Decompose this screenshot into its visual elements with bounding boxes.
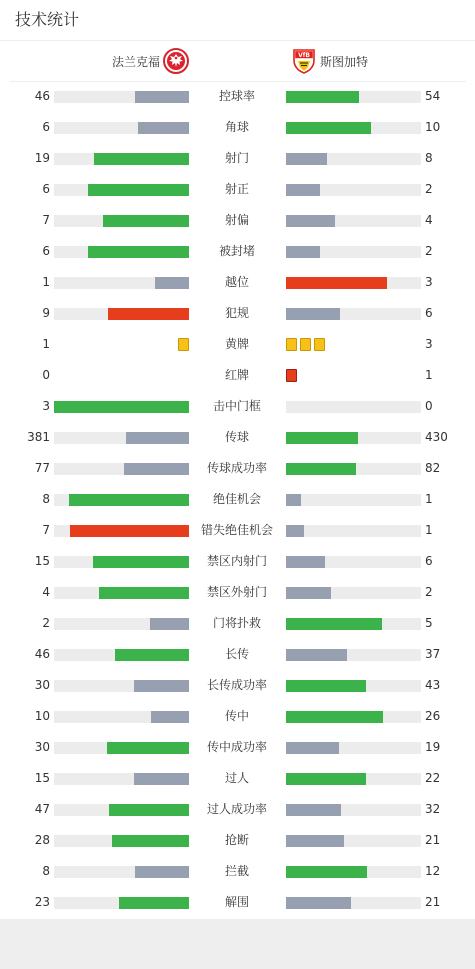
home-bar-track [54,122,189,134]
home-bar-track [54,649,189,661]
red-card-icon [286,369,297,382]
home-bar-track [54,494,189,506]
home-value: 6 [42,182,50,196]
stat-row [0,360,475,391]
home-bar-fill [88,184,189,196]
team-header [0,41,475,81]
away-value: 2 [425,244,433,258]
away-value: 21 [425,895,441,909]
yellow-card-icon [314,338,325,351]
away-value: 37 [425,647,441,661]
away-value: 2 [425,182,433,196]
stat-row [0,670,475,701]
stat-row [0,825,475,856]
yellow-card-icon [286,338,297,351]
home-team-name: 法兰克福 [111,54,160,69]
away-bar-fill [286,91,359,103]
home-value: 19 [34,151,50,165]
stat-label: 射偏 [224,213,249,227]
away-value: 2 [425,585,433,599]
stat-row [0,577,475,608]
stat-row [0,515,475,546]
away-bar-fill [286,556,325,568]
stat-label: 绝佳机会 [212,492,261,506]
stat-label: 角球 [224,120,249,134]
home-bar-fill [135,91,189,103]
away-bar-track [286,649,421,661]
home-bar-fill [103,215,189,227]
away-team[interactable] [291,41,368,81]
away-value: 12 [425,864,441,878]
home-bar-fill [88,246,189,258]
away-bar-fill [286,897,351,909]
home-bar-track [54,91,189,103]
home-value: 6 [42,120,50,134]
away-bar-track [286,401,421,413]
away-value: 19 [425,740,441,754]
home-value: 23 [34,895,50,909]
stat-row [0,391,475,422]
home-bar-track [54,184,189,196]
home-bar-track [54,308,189,320]
crest-text: VfB [298,52,310,59]
away-cards [286,369,297,382]
away-value: 8 [425,151,433,165]
stat-row [0,422,475,453]
stat-label: 传球 [224,430,249,444]
stat-label: 击中门框 [212,399,261,413]
home-bar-track [54,711,189,723]
home-bar-fill [70,525,189,537]
home-bar-track [54,556,189,568]
away-bar-track [286,835,421,847]
home-bar-track [54,215,189,227]
away-bar-track [286,246,421,258]
home-bar-fill [115,649,189,661]
stat-label: 红牌 [224,368,249,382]
home-value: 46 [34,647,50,661]
stat-label: 越位 [224,275,249,289]
home-value: 28 [34,833,50,847]
stat-row [0,298,475,329]
home-bar-track [54,153,189,165]
page-title: 技术统计 [15,10,80,29]
home-bar-track [54,401,189,413]
away-bar-fill [286,153,327,165]
home-value: 15 [34,554,50,568]
stat-row [0,887,475,918]
home-value: 7 [42,523,50,537]
home-value: 8 [42,492,50,506]
home-bar-track [54,773,189,785]
home-bar-fill [151,711,189,723]
away-bar-track [286,308,421,320]
away-value: 430 [425,430,448,444]
stat-label: 传中成功率 [206,740,267,754]
away-bar-track [286,215,421,227]
home-value: 4 [42,585,50,599]
stat-row [0,174,475,205]
home-bar-fill [94,153,189,165]
home-value: 381 [27,430,50,444]
home-value: 3 [42,399,50,413]
away-bar-fill [286,432,358,444]
away-bar-track [286,618,421,630]
away-bar-track [286,556,421,568]
home-bar-track [54,618,189,630]
away-bar-track [286,184,421,196]
home-bar-track [54,835,189,847]
stat-label: 犯规 [224,306,249,320]
home-bar-fill [134,773,189,785]
home-bar-fill [93,556,189,568]
away-value: 0 [425,399,433,413]
home-bar-track [54,897,189,909]
away-bar-fill [286,773,366,785]
away-bar-fill [286,525,304,537]
home-cards [178,338,189,351]
stat-label: 抢断 [224,833,249,847]
away-value: 1 [425,523,433,537]
away-bar-track [286,897,421,909]
yellow-card-icon [300,338,311,351]
away-bar-track [286,153,421,165]
away-value: 5 [425,616,433,630]
home-bar-fill [134,680,189,692]
away-value: 1 [425,492,433,506]
stat-row [0,608,475,639]
stat-row [0,639,475,670]
stat-label: 解围 [224,895,249,909]
away-value: 82 [425,461,441,475]
away-value: 10 [425,120,441,134]
away-bar-fill [286,277,387,289]
stat-row [0,701,475,732]
away-value: 6 [425,554,433,568]
home-bar-fill [119,897,189,909]
away-bar-fill [286,122,371,134]
home-bar-track [54,742,189,754]
stat-label: 传球成功率 [206,461,267,475]
away-value: 43 [425,678,441,692]
home-bar-track [54,587,189,599]
away-bar-track [286,773,421,785]
home-value: 2 [42,616,50,630]
home-bar-fill [124,463,189,475]
away-bar-fill [286,246,320,258]
stat-row [0,112,475,143]
stat-row [0,329,475,360]
home-bar-track [54,277,189,289]
stat-label: 过人成功率 [206,802,267,816]
away-bar-fill [286,184,320,196]
stat-label: 黄牌 [224,337,249,351]
home-value: 47 [34,802,50,816]
away-bar-fill [286,618,382,630]
away-bar-track [286,587,421,599]
away-bar-fill [286,215,335,227]
stat-row [0,267,475,298]
stat-label: 传中 [224,709,249,723]
home-bar-track [54,866,189,878]
away-value: 22 [425,771,441,785]
stat-label: 控球率 [218,89,255,103]
home-value: 30 [34,740,50,754]
home-bar-track [54,804,189,816]
stat-label: 被封堵 [218,244,255,258]
away-bar-track [286,277,421,289]
away-bar-fill [286,494,301,506]
home-value: 10 [34,709,50,723]
stat-label: 禁区外射门 [206,585,267,599]
stat-row [0,236,475,267]
away-cards [286,338,325,351]
away-bar-track [286,432,421,444]
home-bar-fill [109,804,189,816]
home-bar-fill [126,432,189,444]
home-bar-track [54,680,189,692]
away-bar-track [286,525,421,537]
stat-row [0,763,475,794]
away-bar-track [286,804,421,816]
home-value: 0 [42,368,50,382]
eintracht-frankfurt-eagle-logo [163,48,189,74]
stat-row [0,453,475,484]
away-value: 26 [425,709,441,723]
home-value: 7 [42,213,50,227]
home-value: 46 [34,89,50,103]
away-bar-track [286,711,421,723]
away-bar-fill [286,680,366,692]
away-bar-track [286,866,421,878]
stat-row [0,794,475,825]
away-bar-fill [286,835,344,847]
home-bar-fill [135,866,189,878]
stat-row [0,856,475,887]
away-bar-fill [286,711,383,723]
away-value: 3 [425,275,433,289]
away-bar-track [286,680,421,692]
home-bar-track [54,463,189,475]
away-bar-fill [286,308,340,320]
stat-row [0,81,475,112]
away-bar-track [286,463,421,475]
away-bar-fill [286,463,356,475]
away-value: 21 [425,833,441,847]
stat-row [0,732,475,763]
home-bar-fill [107,742,189,754]
away-bar-fill [286,804,341,816]
home-bar-fill [54,401,189,413]
stat-row [0,546,475,577]
stat-row [0,143,475,174]
stat-label: 长传 [224,647,249,661]
away-bar-track [286,742,421,754]
home-value: 30 [34,678,50,692]
away-team-name: 斯图加特 [320,54,369,69]
home-bar-track [54,525,189,537]
stat-label: 禁区内射门 [206,554,267,568]
vfb-stuttgart-crest-logo [291,48,317,74]
home-value: 15 [34,771,50,785]
stat-label: 错失绝佳机会 [200,523,273,537]
home-bar-fill [112,835,189,847]
away-bar-track [286,91,421,103]
stat-label: 过人 [224,771,249,785]
stat-row [0,205,475,236]
stat-row [0,484,475,515]
home-bar-fill [99,587,189,599]
home-bar-track [54,432,189,444]
away-value: 6 [425,306,433,320]
home-bar-fill [138,122,189,134]
home-bar-fill [108,308,189,320]
home-bar-fill [155,277,189,289]
home-value: 6 [42,244,50,258]
away-value: 3 [425,337,433,351]
away-bar-fill [286,742,339,754]
stat-label: 门将扑救 [212,616,261,630]
home-value: 9 [42,306,50,320]
stat-label: 拦截 [224,864,249,878]
away-value: 32 [425,802,441,816]
yellow-card-icon [178,338,189,351]
stat-label: 长传成功率 [206,678,267,692]
stat-label: 射正 [224,182,249,196]
away-bar-track [286,494,421,506]
home-value: 77 [34,461,50,475]
home-value: 1 [42,275,50,289]
away-bar-fill [286,866,367,878]
home-bar-fill [69,494,189,506]
home-bar-fill [150,618,189,630]
away-bar-fill [286,587,331,599]
home-value: 8 [42,864,50,878]
home-bar-track [54,246,189,258]
away-value: 54 [425,89,441,103]
stat-label: 射门 [224,151,249,165]
away-value: 1 [425,368,433,382]
home-value: 1 [42,337,50,351]
away-bar-fill [286,649,347,661]
away-bar-track [286,122,421,134]
away-value: 4 [425,213,433,227]
home-team[interactable] [112,41,189,81]
